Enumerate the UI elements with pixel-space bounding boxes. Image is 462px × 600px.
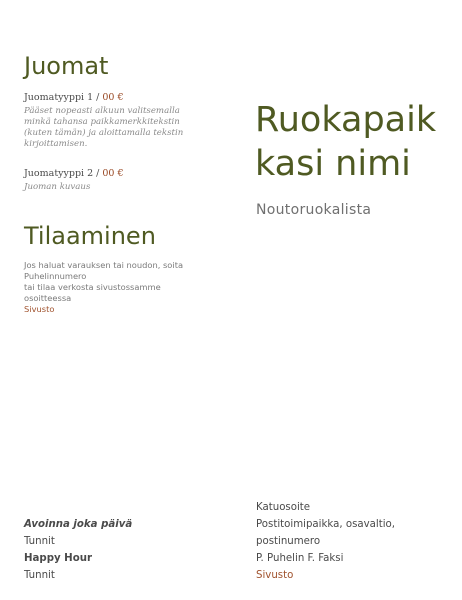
street-address: Katuosoite [256, 502, 311, 513]
footer-website-link[interactable]: Sivusto [256, 570, 294, 581]
drinks-heading: Juomat [24, 52, 109, 80]
postal-code-line: postinumero [256, 536, 321, 547]
opening-hours-value: Tunnit [24, 536, 55, 547]
drink-item-1-description [24, 106, 224, 150]
drink-desc-line: minkä tahansa paikkamerkkitekstin [24, 117, 180, 127]
drink-item-2-name: Juomatyyppi 2 / [24, 168, 103, 179]
drink-desc-line: kirjoittamisen. [24, 139, 88, 149]
menu-subtitle: Noutoruokalista [256, 202, 372, 218]
ordering-text [24, 260, 224, 315]
ordering-line: Jos haluat varauksen tai noudon, soita [24, 260, 184, 270]
ordering-heading: Tilaaminen [24, 222, 156, 250]
ordering-website-link[interactable]: Sivusto [24, 304, 55, 314]
restaurant-name-line-2: kasi nimi [255, 144, 411, 184]
drink-item-2-price: 00 € [102, 168, 124, 179]
drink-item-2-description: Juoman kuvaus [24, 182, 91, 192]
ordering-line: Puhelinnumero [24, 271, 87, 281]
contact-info [256, 499, 395, 584]
phone-fax: P. Puhelin F. Faksi [256, 553, 344, 564]
restaurant-name [255, 98, 455, 186]
ordering-line: osoitteessa [24, 293, 72, 303]
drink-desc-line: Pääset nopeasti alkuun valitsemalla [24, 106, 180, 116]
happy-hour-value: Tunnit [24, 570, 55, 581]
drink-item-1-price: 00 € [102, 92, 124, 103]
drink-item-1-title [24, 92, 124, 103]
city-state-line: Postitoimipaikka, osavaltio, [256, 519, 396, 530]
opening-hours [24, 516, 132, 584]
drink-item-2-title [24, 168, 124, 179]
happy-hour-label: Happy Hour [24, 553, 92, 564]
ordering-line: tai tilaa verkosta sivustossamme [24, 282, 161, 292]
restaurant-name-line-1: Ruokapaik [255, 100, 437, 140]
drink-item-1-name: Juomatyyppi 1 / [24, 92, 103, 103]
drink-desc-line: (kuten tämän) ja aloittamalla tekstin [24, 128, 184, 138]
open-daily-label: Avoinna joka päivä [24, 519, 133, 530]
